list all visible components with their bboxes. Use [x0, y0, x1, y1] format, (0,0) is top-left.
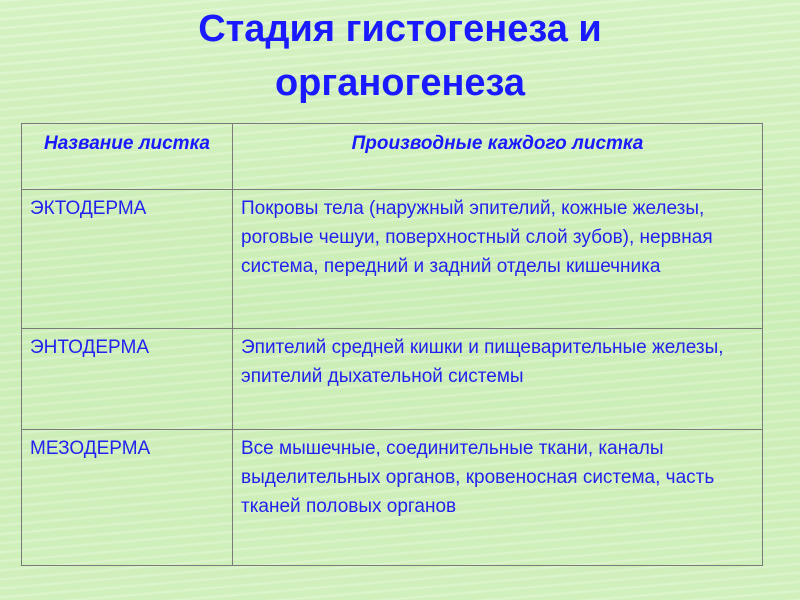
germ-layers-table [21, 123, 763, 566]
slide-title [0, 2, 800, 110]
table-row-mesoderm [22, 430, 763, 566]
layer-derivatives-cell: Эпителий средней кишки и пищеварительные железы, эпителий дыхательной системы [233, 329, 763, 430]
layer-name-cell: МЕЗОДЕРМА [22, 430, 233, 566]
layer-derivatives-cell: Все мышечные, соединительные ткани, каналы выделительных органов, кровеносная система, часть тканей половых органов [233, 430, 763, 566]
layer-name-cell: ЭНТОДЕРМА [22, 329, 233, 430]
table-row-ectoderm [22, 190, 763, 329]
header-layer-name: Название листка [22, 124, 233, 190]
header-layer-derivatives: Производные каждого листка [233, 124, 763, 190]
layer-name-cell: ЭКТОДЕРМА [22, 190, 233, 329]
layer-derivatives-cell: Покровы тела (наружный эпителий, кожные железы, роговые чешуи, поверхностный слой зубов), нервная система, передний и задний отделы кишечника [233, 190, 763, 329]
slide-title-line-1: Стадия гистогенеза и [198, 8, 602, 50]
slide-title-line-2: органогенеза [274, 62, 526, 104]
table-header-row [22, 124, 763, 190]
table-row-endoderm [22, 329, 763, 430]
